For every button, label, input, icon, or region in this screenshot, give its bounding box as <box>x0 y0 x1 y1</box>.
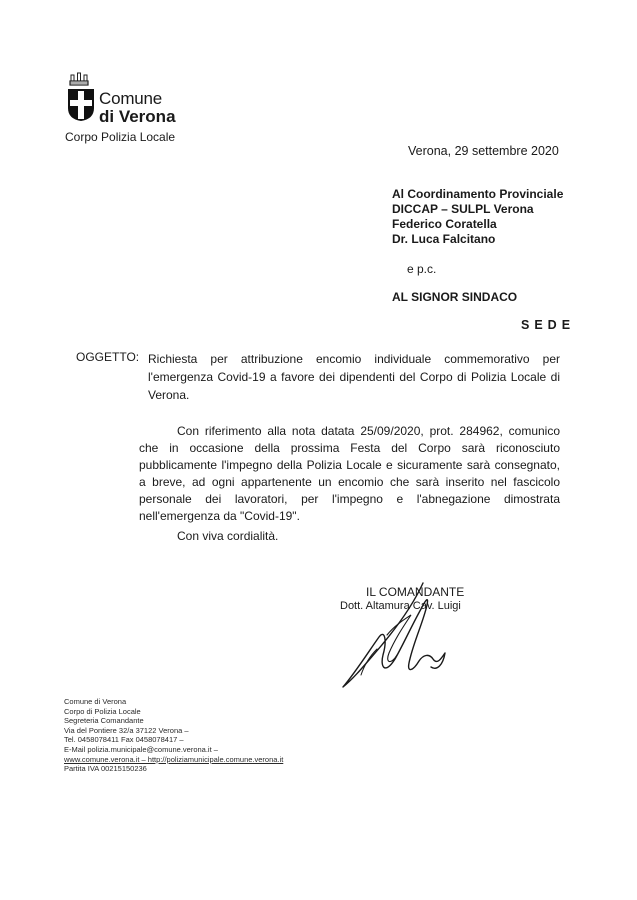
handwritten-signature <box>325 575 455 705</box>
subject-text: Richiesta per attribuzione encomio individuale commemorativo per l'emergenza Covid-19 a favore dei dipendenti del Corpo di Polizia Locale di Verona. <box>148 352 560 402</box>
recipient-line: Dr. Luca Falcitano <box>392 232 496 246</box>
footer-email: E-Mail polizia.municipale@comune.verona.it – <box>64 744 218 754</box>
cc-label: e p.c. <box>407 262 437 276</box>
footer-line: Via del Pontiere 32/a 37122 Verona – <box>64 725 189 735</box>
footer-contact-block <box>64 697 283 774</box>
footer-line: Corpo di Polizia Locale <box>64 706 141 716</box>
letter-body: Con riferimento alla nota datata 25/09/2020, prot. 284962, comunico che in occasione della prossima Festa del Corpo sarà riconosciuto pubblicamente l'impegno della Polizia Locale e sicuramente sarà consegnato, a breve, ad ogni appartenente un encomio che sarà inserito nel fascicolo personale dei lavoratori, per l'impegno e l'abnegazione dimostrata nell'emergenza da "Covid-19". <box>139 424 560 523</box>
recipient-line: Federico Coratella <box>392 217 497 231</box>
coat-of-arms-icon <box>67 88 95 122</box>
closing-line: Con viva cordialità. <box>177 529 279 543</box>
recipient-line: DICCAP – SULPL Verona <box>392 202 534 216</box>
signatory-title: IL COMANDANTE <box>366 585 465 599</box>
footer-vat: Partita IVA 00215150236 <box>64 764 147 774</box>
municipality-name: Comune <box>99 89 163 108</box>
footer-line: Comune di Verona <box>64 697 127 706</box>
footer-line: Segreteria Comandante <box>64 716 144 726</box>
department-name: Corpo Polizia Locale <box>65 130 176 144</box>
sede-label: SEDE <box>521 318 576 332</box>
footer-website[interactable]: www.comune.verona.it – http://poliziamunicipale.comune.verona.it <box>64 754 284 764</box>
footer-line: Tel. 0458078411 Fax 0458078417 – <box>64 735 184 745</box>
crown-icon <box>69 72 89 86</box>
recipient-line: Al Coordinamento Provinciale <box>392 187 564 201</box>
municipality-city: di Verona <box>99 107 176 126</box>
signatory-name: Dott. Altamura Cav. Luigi <box>340 600 461 612</box>
subject-label: OGGETTO: <box>76 350 140 364</box>
cc-recipient: AL SIGNOR SINDACO <box>392 290 518 304</box>
letter-date: Verona, 29 settembre 2020 <box>408 144 559 158</box>
